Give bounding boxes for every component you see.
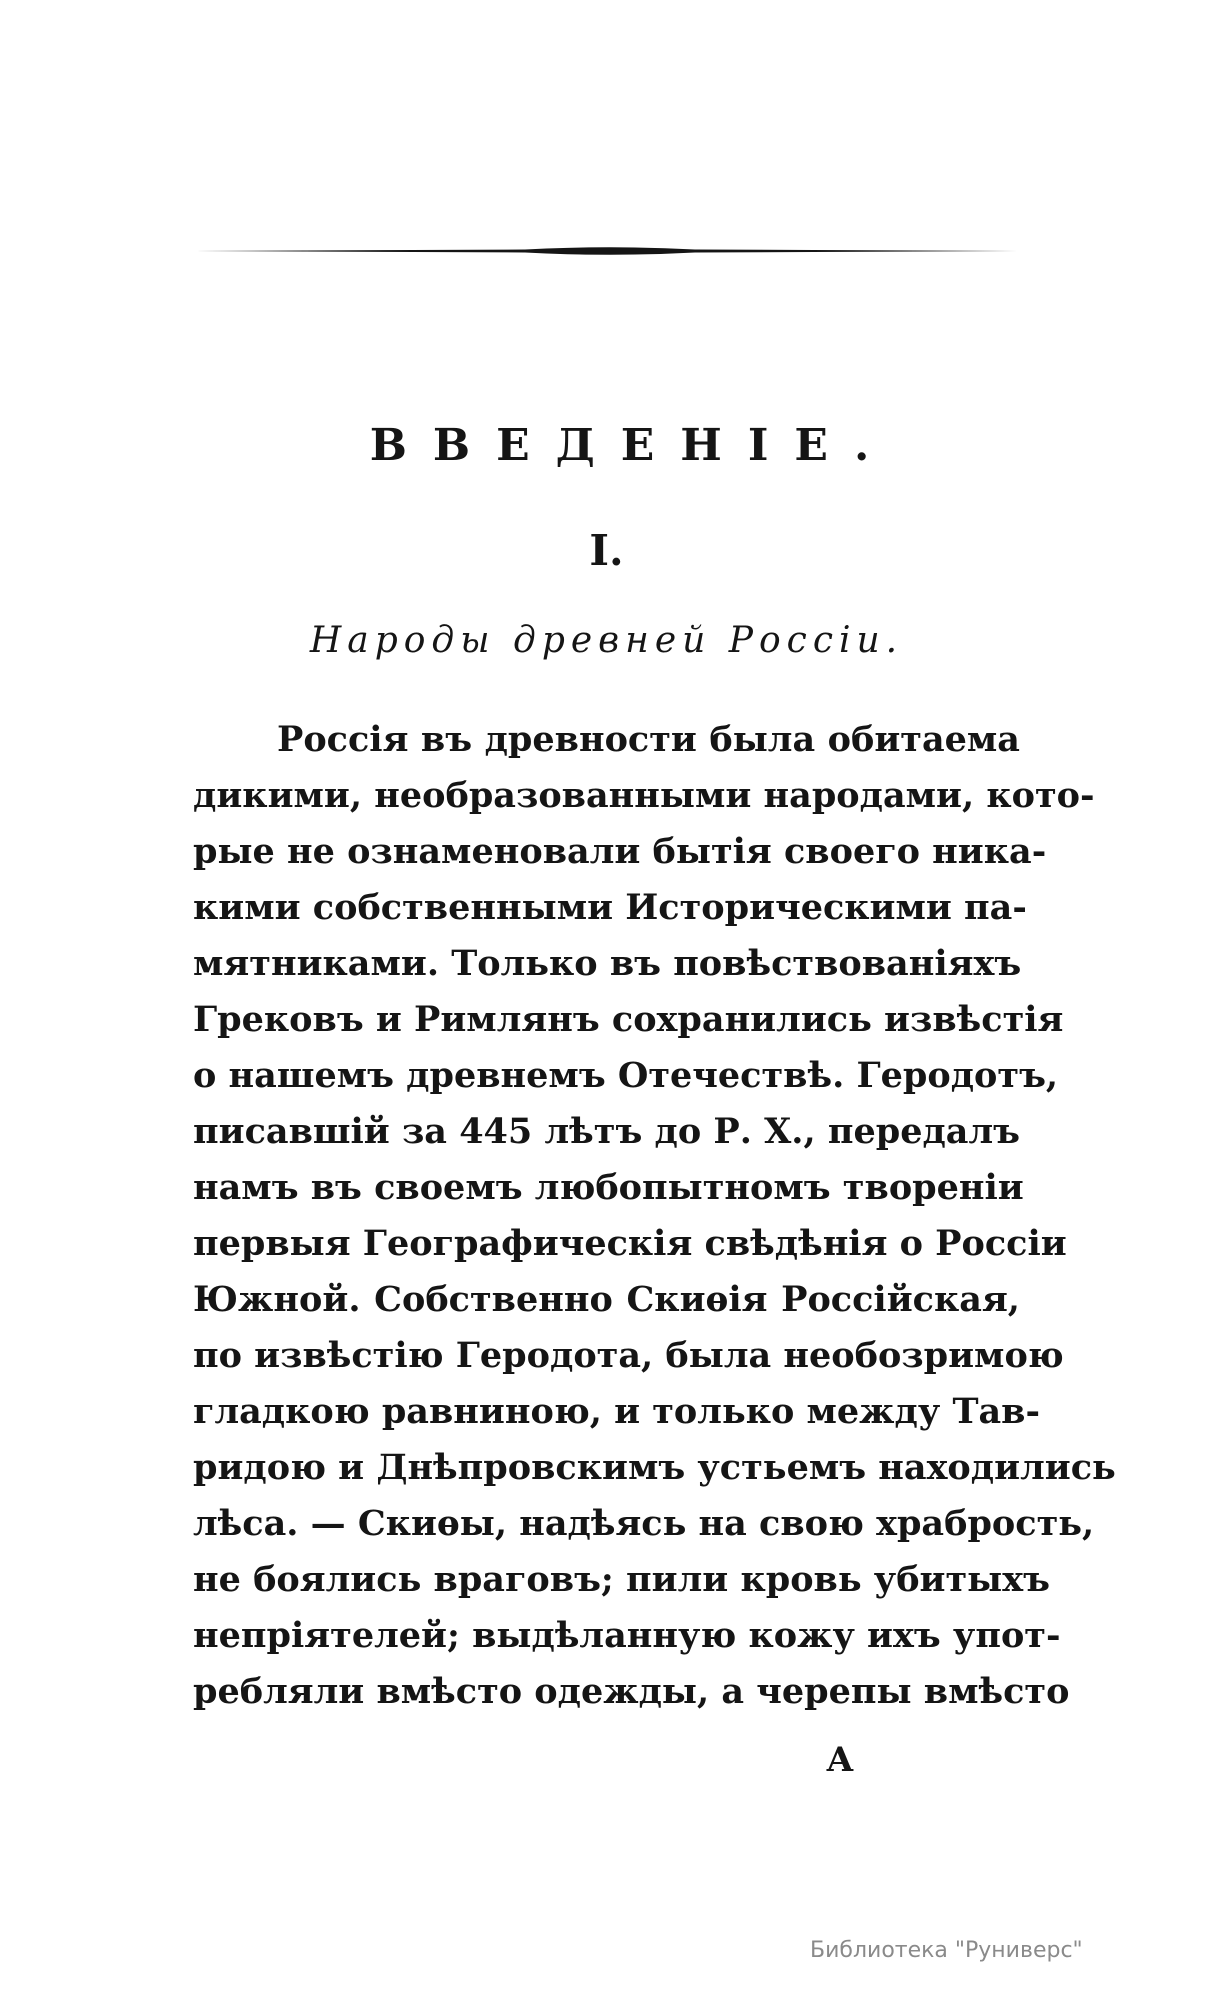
text-line: о нашемъ древнемъ Отечествѣ. Геродотъ, [193, 1055, 1059, 1096]
section-number: I. [589, 526, 624, 575]
text-line: рые не ознаменовали бытія своего ника- [193, 831, 1047, 872]
text-line: Грековъ и Римлянъ сохранились извѣстія [193, 999, 1064, 1040]
text-line: гладкою равниною, и только между Тав- [193, 1391, 1041, 1432]
text-line: ребляли вмѣсто одежды, а черепы вмѣсто [193, 1671, 1070, 1712]
ornamental-rule [195, 244, 1025, 258]
text-line: непріятелей; выдѣланную кожу ихъ упот- [193, 1615, 1061, 1656]
text-line: мятниками. Только въ повѣствованіяхъ [193, 943, 1022, 984]
text-line: первыя Географическія свѣдѣнія о Россіи [193, 1223, 1067, 1264]
library-watermark: Библиотека "Руниверс" [810, 1938, 1083, 1963]
text-line: по извѣстію Геродота, была необозримою [193, 1335, 1064, 1376]
text-line: ридою и Днѣпровскимъ устьемъ находились [193, 1447, 1116, 1488]
text-line: писавшій за 445 лѣтъ до Р. Х., передалъ [193, 1111, 1020, 1152]
chapter-title: ВВЕДЕНІЕ. [369, 420, 896, 471]
text-line: Россія въ древности была обитаема [277, 719, 1020, 760]
text-line: намъ въ своемъ любопытномъ твореніи [193, 1167, 1024, 1208]
catchword: А [826, 1740, 854, 1780]
section-subtitle: Народы древней Россіи. [309, 620, 904, 661]
text-line: дикими, необразованными народами, кото- [193, 775, 1095, 816]
text-line: кими собственными Историческими па- [193, 887, 1027, 928]
body-text [193, 712, 1116, 1720]
text-line: не боялись враговъ; пили кровь убитыхъ [193, 1559, 1050, 1600]
text-line: лѣса. — Скиѳы, надѣясь на свою храбрость, [193, 1503, 1095, 1544]
text-line: Южной. Собственно Скиѳія Россійская, [193, 1279, 1020, 1320]
